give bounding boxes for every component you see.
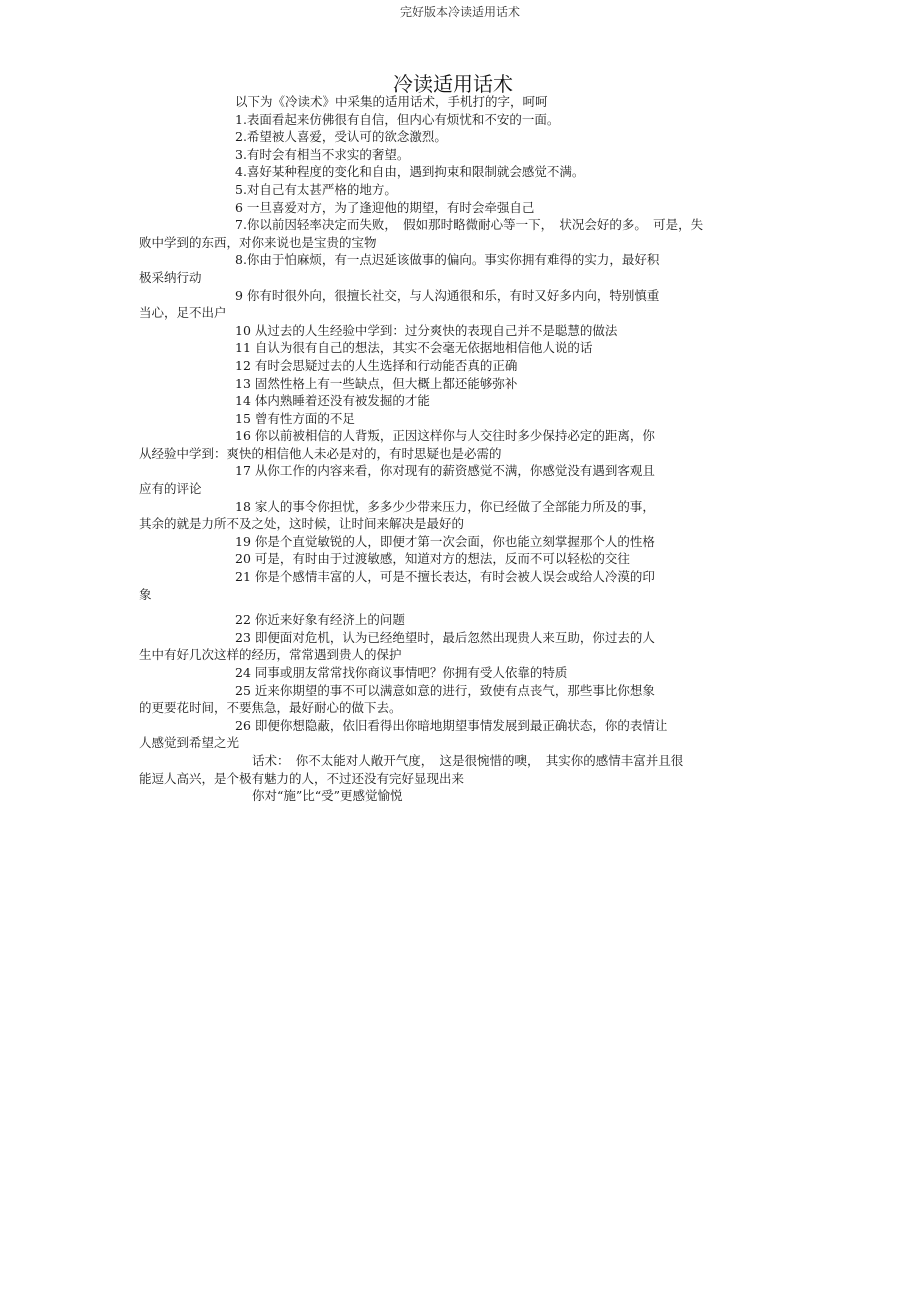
closing-paragraph — [139, 787, 779, 805]
paragraph-line: 败中学到的东西，对你来说也是宝贵的宝物 — [139, 234, 377, 250]
paragraph-line: 从经验中学到：爽快的相信他人未必是对的，有时思疑也是必需的 — [139, 445, 502, 461]
paragraph-line: 20 可是，有时由于过渡敏感，知道对方的想法，反而不可以轻松的交往 — [235, 551, 630, 567]
paragraph-line: 其余的就是力所不及之处，这时候，让时间来解决是最好的 — [139, 516, 465, 532]
paragraph-line: 24 同事或朋友常常找你商议事情吧？你拥有受人依靠的特质 — [235, 665, 568, 680]
paragraph-line: 10 从过去的人生经验中学到：过分爽快的表现自己并不是聪慧的做法 — [235, 322, 618, 338]
paragraph-line: 23 即便面对危机，认为已经绝望时，最后忽然出现贵人来互助，你过去的人 — [235, 629, 655, 645]
paragraph-line: 4.喜好某种程度的变化和自由，遇到拘束和限制就会感觉不满。 — [235, 164, 585, 180]
paragraph-line: 26 即便你想隐蔽，依旧看得出你暗地期望事情发展到最正确状态，你的表情让 — [235, 717, 668, 733]
paragraph-line: 1.表面看起来仿佛很有自信，但内心有烦忧和不安的一面。 — [235, 111, 560, 127]
paragraph-line: 当心，足不出户 — [139, 305, 227, 321]
paragraph-item — [139, 629, 779, 664]
paragraph-line: 应有的评论 — [139, 481, 202, 497]
paragraph-item — [139, 111, 779, 129]
paragraph-item — [139, 568, 779, 603]
paragraph-line: 16 你以前被相信的人背叛，正因这样你与人交往时多少保持必定的距离，你 — [235, 428, 655, 444]
paragraph-item — [139, 462, 779, 497]
paragraph-item — [139, 664, 779, 682]
paragraph-line: 11 自认为很有自己的想法，其实不会毫无依据地相信他人说的话 — [235, 340, 593, 356]
paragraph-line: 3.有时会有相当不求实的奢望。 — [235, 146, 410, 162]
paragraph-line: 以下为《冷读术》中采集的适用话术，手机打的字，呵呵 — [235, 94, 548, 109]
intro-paragraph — [139, 93, 779, 111]
paragraph-item — [139, 392, 779, 410]
paragraph-line: 14 体内熟睡着还没有被发掘的才能 — [235, 393, 430, 409]
paragraph-line: 极采纳行动 — [139, 269, 202, 285]
paragraph-line: 13 固然性格上有一些缺点，但大概上都还能够弥补 — [235, 375, 518, 391]
paragraph-item — [139, 199, 779, 217]
paragraph-line: 17 从你工作的内容来看，你对现有的薪资感觉不满，你感觉没有遇到客观且 — [235, 463, 655, 479]
paragraph-line: 的更要花时间，不要焦急，最好耐心的做下去。 — [139, 700, 402, 716]
paragraph-item — [139, 163, 779, 181]
paragraph-line: 象 — [139, 586, 152, 602]
paragraph-line: 6 一旦喜爱对方，为了逢迎他的期望，有时会牵强自己 — [235, 199, 535, 215]
paragraph-line: 18 家人的事令你担忧，多多少少带来压力，你已经做了全部能力所及的事， — [235, 498, 655, 514]
paragraph-line: 19 你是个直觉敏锐的人，即便才第一次会面，你也能立刻掌握那个人的性格 — [235, 533, 655, 549]
paragraph-line: 21 你是个感情丰富的人，可是不擅长表达，有时会被人误会或给人冷漠的印 — [235, 569, 655, 585]
script-paragraph — [139, 752, 779, 787]
document-body — [139, 93, 779, 805]
paragraph-item — [139, 322, 779, 340]
paragraph-line: 9 你有时很外向，很擅长社交，与人沟通很和乐，有时又好多内向，特别慎重 — [235, 287, 660, 303]
paragraph-item — [139, 181, 779, 199]
paragraph-line: 25 近来你期望的事不可以满意如意的进行，致使有点丧气，那些事比你想象 — [235, 682, 655, 698]
paragraph-item — [139, 216, 779, 251]
paragraph-item — [139, 550, 779, 568]
paragraph-line: 能逗人高兴，是个极有魅力的人，不过还没有完好显现出来 — [139, 770, 465, 786]
paragraph-item — [139, 128, 779, 146]
document-title: 冷读适用话术 — [393, 72, 513, 96]
paragraph-item — [139, 287, 779, 322]
paragraph-line: 人感觉到希望之光 — [139, 735, 240, 751]
paragraph-line: 话术： 你不太能对人敞开气度， 这是很惋惜的噢， 其实你的感情丰富并且很 — [252, 752, 684, 768]
paragraph-item — [139, 533, 779, 551]
paragraph-item — [139, 251, 779, 286]
paragraph-line: 12 有时会思疑过去的人生选择和行动能否真的正确 — [235, 357, 518, 373]
paragraph-item — [139, 498, 779, 533]
paragraph-item — [139, 611, 779, 629]
paragraph-item — [139, 717, 779, 752]
paragraph-line: 22 你近来好象有经济上的问题 — [235, 612, 405, 628]
paragraph-item — [139, 146, 779, 164]
paragraph-item — [139, 357, 779, 375]
paragraph-item — [139, 427, 779, 462]
paragraph-item — [139, 375, 779, 393]
paragraph-item — [139, 682, 779, 717]
paragraph-line: 8.你由于怕麻烦，有一点迟延该做事的偏向。事实你拥有难得的实力，最好积 — [235, 252, 660, 268]
page-header: 完好版本冷读适用话术 — [399, 5, 520, 19]
paragraph-line: 生中有好几次这样的经历，常常遇到贵人的保护 — [139, 647, 402, 663]
paragraph-line: 5.对自己有太甚严格的地方。 — [235, 181, 397, 197]
paragraph-line: 7.你以前因轻率决定而失败， 假如那时略微耐心等一下， 状况会好的多。 可是，失 — [235, 217, 704, 233]
paragraph-line: 你对“施”比“受”更感觉愉悦 — [252, 788, 403, 804]
paragraph-item — [139, 339, 779, 357]
paragraph-item — [139, 410, 779, 428]
paragraph-line: 2.希望被人喜爱，受认可的欲念激烈。 — [235, 129, 447, 145]
paragraph-line: 15 曾有性方面的不足 — [235, 410, 355, 426]
